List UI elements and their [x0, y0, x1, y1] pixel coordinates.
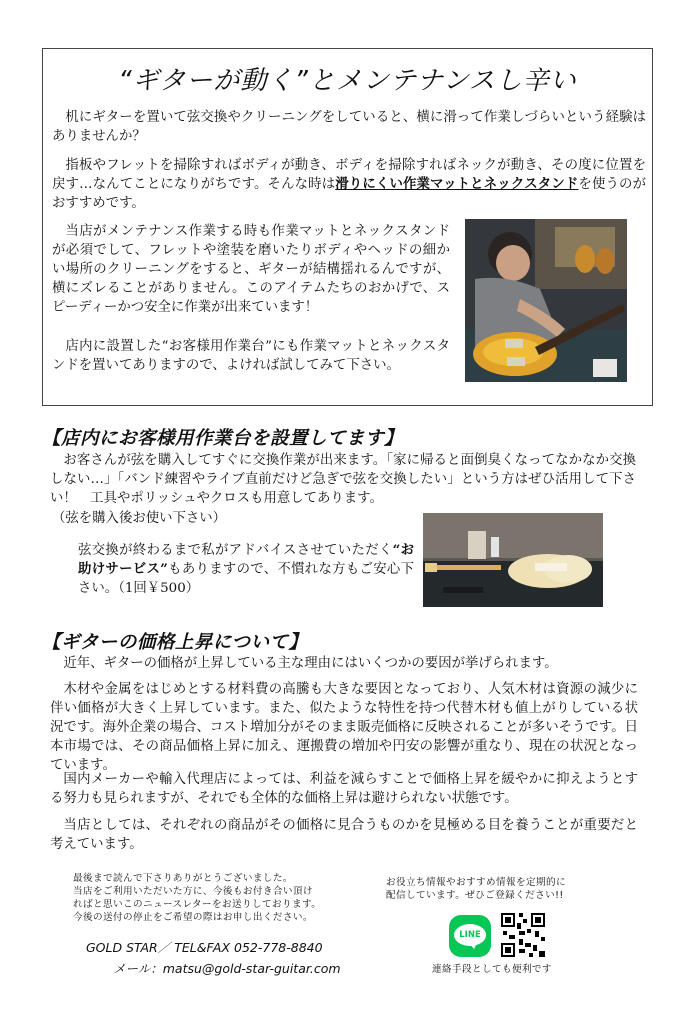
workbench-paragraph-1: お客さんが弦を購入してすぐに交換作業が出来ます。「家に帰ると面倒臭くなってなかなか交換しない…」「バンド練習やライブ直前だけど急ぎで弦を交換したい」という方はぜひ活用して下さい！ 工具やポリッシュやクロスも用意してあります。	[50, 453, 636, 506]
prices-paragraph-2: 木材や金属をはじめとする材料費の高騰も大きな要因となっており、人気木材は資源の減少に伴い価格が大きく上昇しています。また、似たような特性を持つ代替木材も値上がりしている状況です。海外企業の場合、コスト増加分がそのまま販売価格に反映されることが多いそうです。日本市場では、その商品価格上昇に加え、運搬費の増加や円安の影響が重なり、現在の状況となっています。	[50, 682, 638, 773]
thanks-line-1: 最後まで読んで下さりありがとうございました。	[73, 873, 293, 884]
thanks-line-3: ればと思いこのニュースレターをお送りしております。	[73, 899, 322, 910]
thanks-line-4: 今後の送付の停止をご希望の際はお申し出ください。	[73, 912, 313, 923]
intro-paragraph-3: 当店がメンテナンス作業する時も作業マットとネックスタンドが必須でして、フレットや塗装を磨いたりボディやヘッドの細かい場所のクリーニングをすると、ギターが結構揺れるんですが、横にズレることがありません。このアイテムたちのおかげで、スピーディーかつ安全に作業が出来ています！	[52, 224, 450, 315]
intro-paragraph-2-a: 指板やフレットを掃除すればボディが動き、ボディを掃除すればネックが動き、その度に位置を戻す…なんてことになりがちです。そんな時は	[52, 158, 646, 192]
workbench-note: （弦を購入後お使い下さい）	[52, 511, 227, 526]
guitar-maintenance-photo	[465, 219, 627, 382]
tel-fax: GOLD STAR／ TEL&FAX 052-778-8840	[86, 940, 323, 955]
thanks-message	[73, 872, 383, 924]
email[interactable]: メール：matsu@gold-star-guitar.com	[113, 961, 341, 976]
line-logo-tail	[469, 943, 477, 949]
thanks-line-2: 当店をご利用いただいた方に、今後もお付き合い頂け	[73, 886, 313, 897]
workbench-paragraph-2	[78, 541, 414, 598]
prices-paragraph-1: 近年、ギターの価格が上昇している主な理由にはいくつかの要因が挙げられます。	[63, 656, 558, 671]
line-logo-text: LINE	[454, 924, 486, 946]
line-caption: 連絡手段としても便利です	[432, 964, 552, 975]
line-message	[386, 876, 646, 902]
line-logo-icon[interactable]	[449, 915, 491, 957]
recommended-items: 滑りにくい作業マットとネックスタンド	[335, 176, 579, 192]
prices-paragraph-4: 当店としては、それぞれの商品がその価格に見合うものかを見極める目を養うことが重要だと考えています。	[50, 818, 638, 852]
intro-paragraph-4: 店内に設置した“お客様用作業台”にも作業マットとネックスタンドを置いてありますので、よければ試してみて下さい。	[52, 339, 450, 373]
workbench-heading: 【店内にお客様用作業台を設置してます】	[42, 428, 404, 449]
line-message-1: お役立ち情報やおすすめ情報を定期的に	[386, 877, 566, 888]
intro-paragraph-2-b: を使うのがおすすめです。	[52, 177, 646, 211]
line-message-2: 配信しています。ぜひご登録ください!!	[386, 890, 564, 901]
workbench-guitar-photo	[423, 513, 603, 607]
prices-heading: 【ギターの価格上昇について】	[42, 632, 308, 653]
help-service-label: “お助けサービス”	[78, 542, 414, 577]
qr-code-icon[interactable]	[499, 911, 547, 959]
intro-paragraph-1: 机にギターを置いて弦交換やクリーニングをしていると、横に滑って作業しづらいという経験はありませんか？	[52, 110, 646, 144]
intro-paragraph-2	[52, 156, 646, 213]
workbench-paragraph-2-a: 弦交換が終わるまで私がアドバイスさせていただく	[78, 543, 393, 558]
workbench-paragraph-2-c: もありますので、不慣れな方もご安心下さい。（1回￥500）	[78, 562, 414, 596]
page-title: “ギターが動く”とメンテナンスし辛い	[118, 66, 577, 96]
prices-paragraph-3: 国内メーカーや輸入代理店によっては、利益を減らすことで価格上昇を緩やかに抑えようとする努力も見られますが、それでも全体的な価格上昇は避けられない状態です。	[50, 772, 638, 806]
